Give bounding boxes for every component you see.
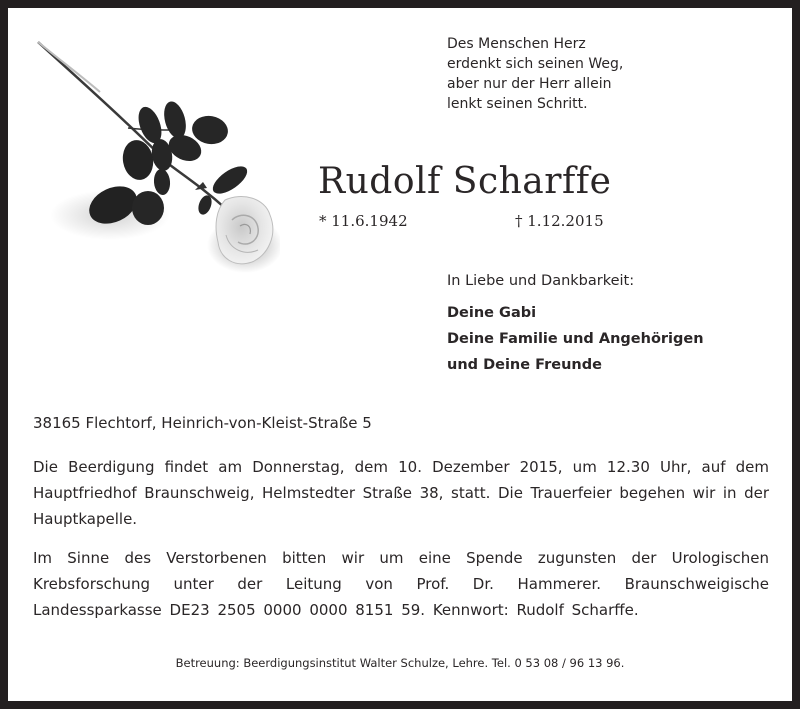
bible-quote bbox=[447, 34, 623, 114]
mourner-name: Deine Gabi bbox=[447, 305, 537, 321]
donation-request: Im Sinne des Verstorbenen bitten wir um eine Spende zugunsten der Urologischen Krebsforschung unter der Leitung von Prof. Dr. Hammerer. Braunschweigische Landessparkasse DE23 2505 0000 0000 8151 59. Kennwort: Rudolf Scharffe. bbox=[33, 549, 769, 619]
quote-line: lenkt seinen Schritt. bbox=[447, 96, 588, 112]
mourners-list bbox=[447, 300, 704, 378]
quote-line: erdenkt sich seinen Weg, bbox=[447, 56, 624, 72]
funeral-home-credit: Betreuung: Beerdigungsinstitut Walter Schulze, Lehre. Tel. 0 53 08 / 96 13 96. bbox=[175, 656, 625, 670]
family-address: 38165 Flechtorf, Heinrich-von-Kleist-Straße 5 bbox=[33, 414, 372, 432]
obituary-notice bbox=[8, 8, 792, 701]
mourner-name: Deine Familie und Angehörigen bbox=[447, 331, 704, 347]
quote-line: aber nur der Herr allein bbox=[447, 76, 612, 92]
funeral-details: Die Beerdigung findet am Donnerstag, dem 10. Dezember 2015, um 12.30 Uhr, auf dem Hauptfriedhof Braunschweig, Helmstedter Straße 38, statt. Die Trauerfeier begehen wir in der Hauptkapelle. bbox=[33, 458, 769, 528]
mourners-intro: In Liebe und Dankbarkeit: bbox=[447, 273, 635, 289]
death-date: † 1.12.2015 bbox=[515, 212, 604, 230]
deceased-name: Rudolf Scharffe bbox=[318, 161, 612, 202]
quote-line: Des Menschen Herz bbox=[447, 36, 586, 52]
birth-date: * 11.6.1942 bbox=[319, 212, 408, 230]
mourner-name: und Deine Freunde bbox=[447, 357, 602, 373]
rose-icon bbox=[20, 30, 280, 280]
